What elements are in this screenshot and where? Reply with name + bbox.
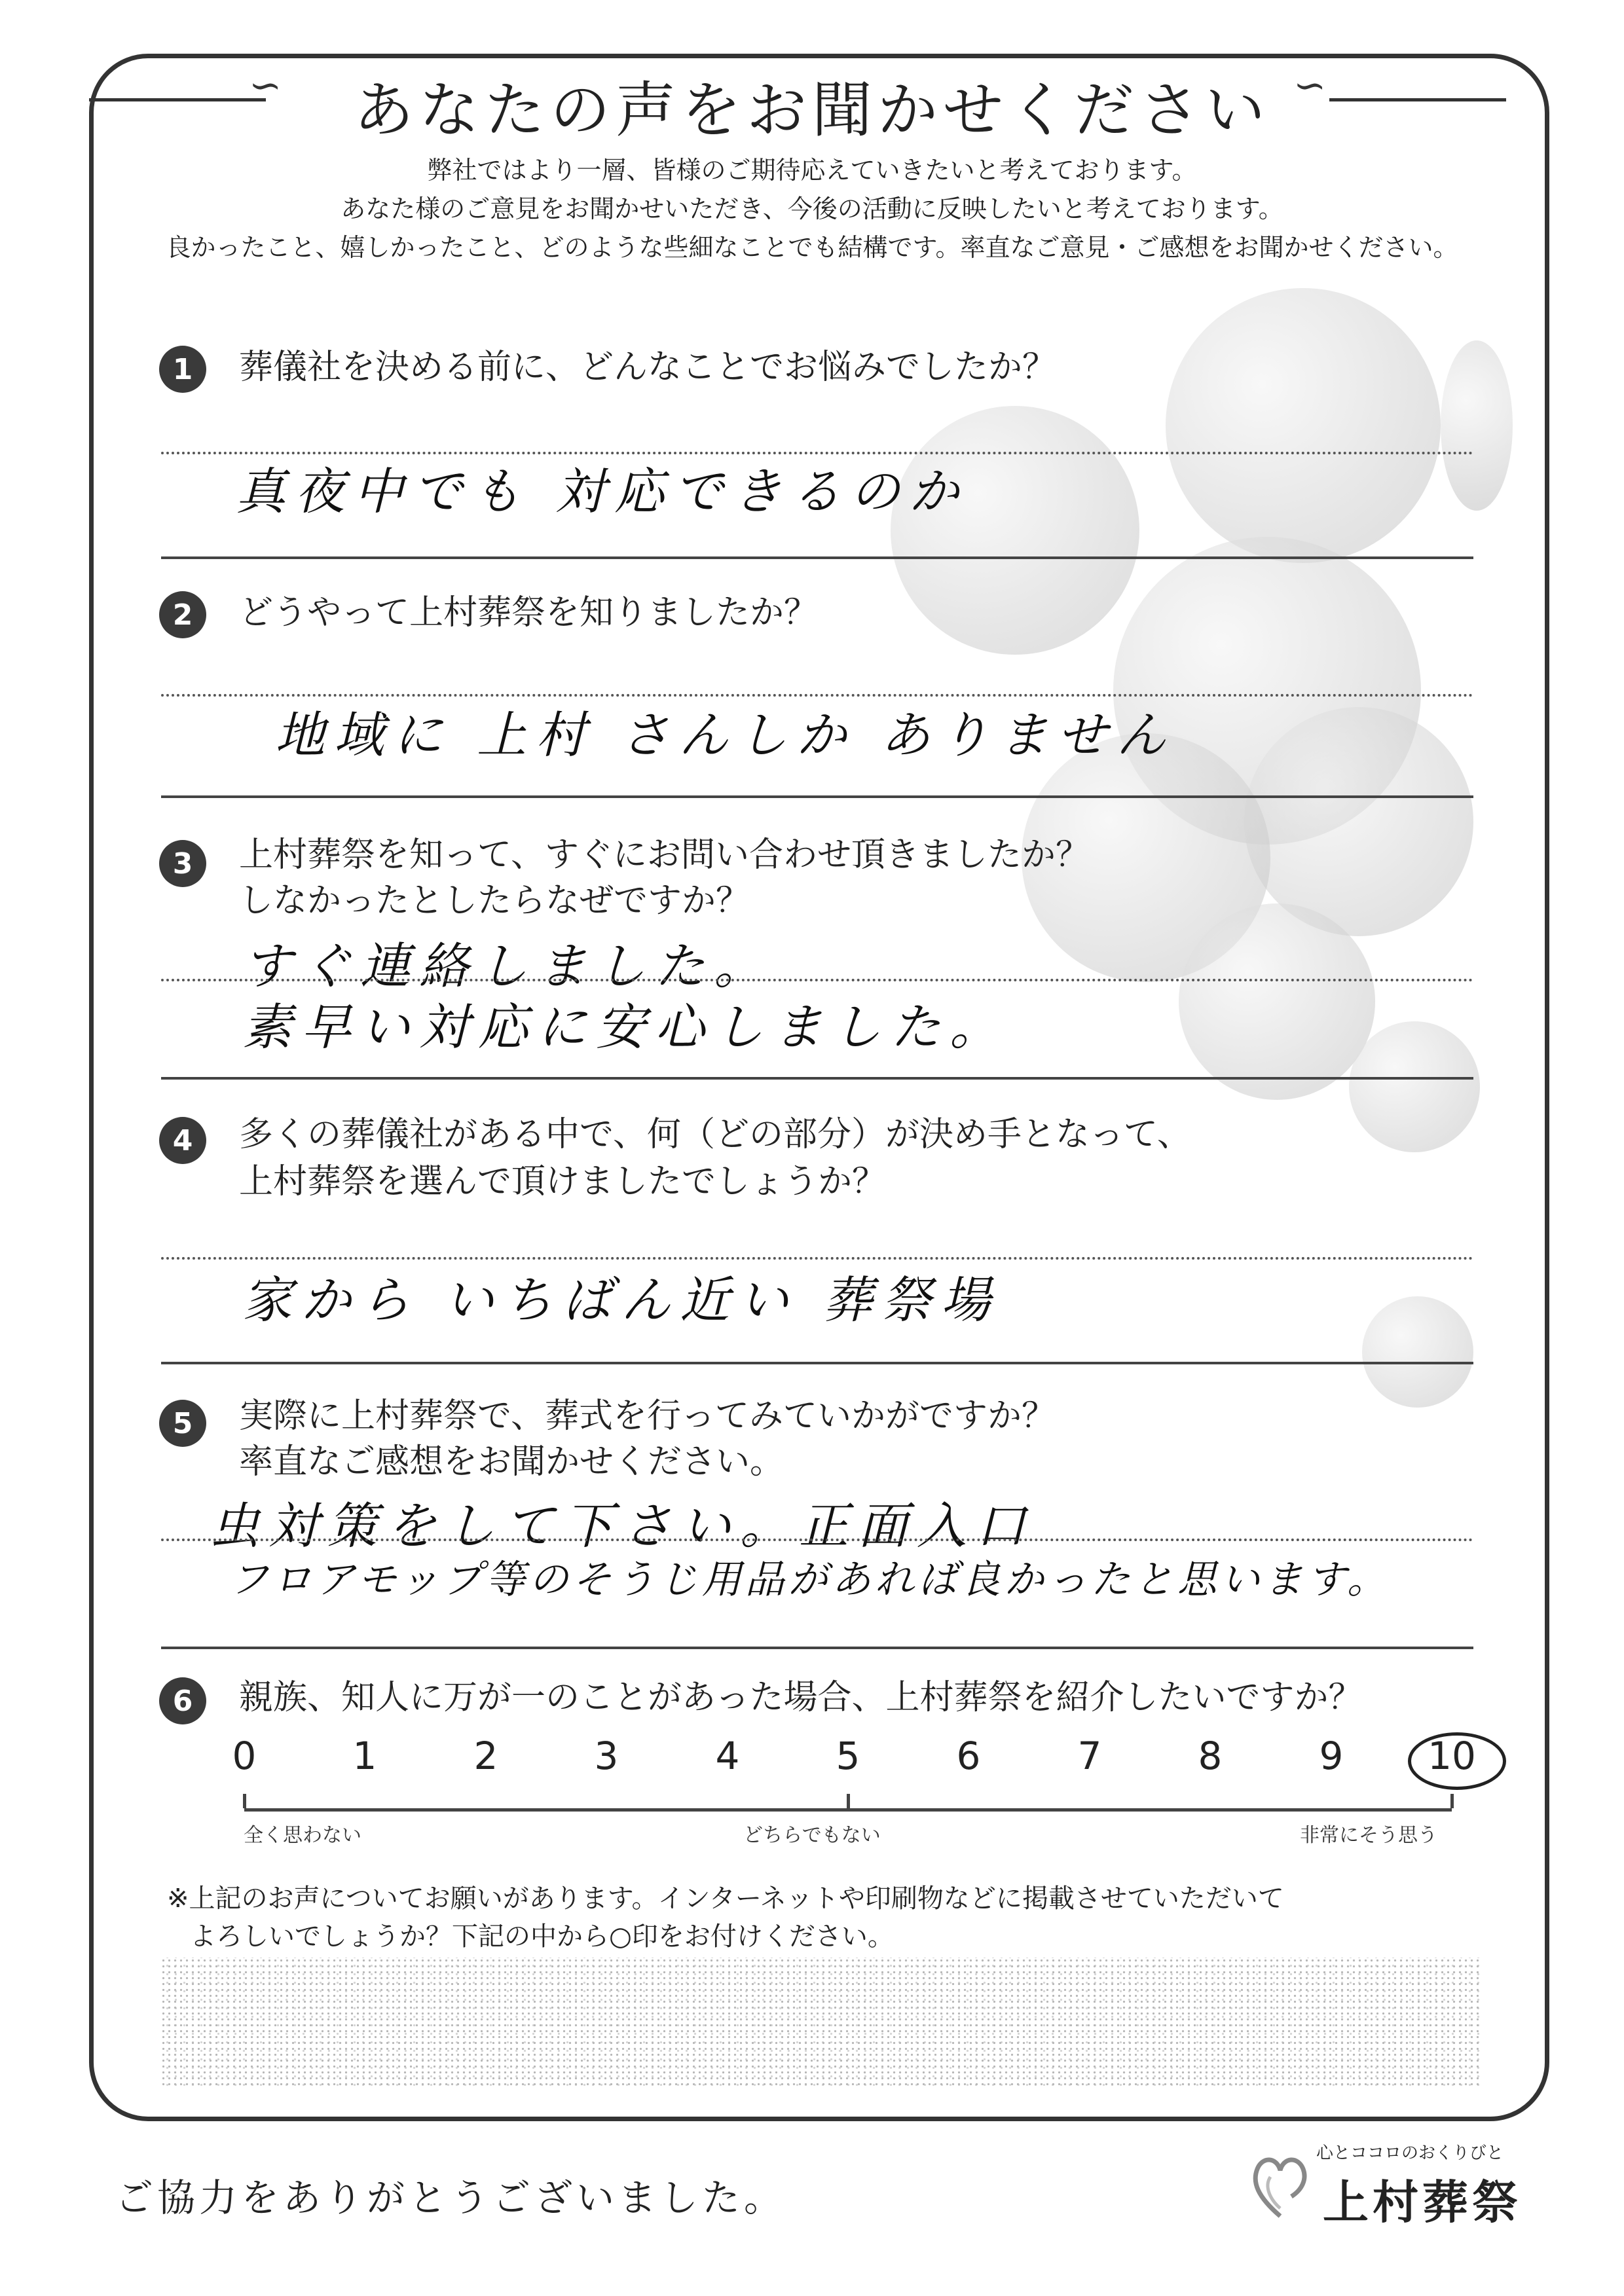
scale-tick bbox=[1450, 1794, 1454, 1808]
title-swirl-right: ∽ bbox=[1293, 63, 1327, 109]
intro-line: 良かったこと、嬉しかったこと、どのような些細なことでも結構です。率直なご意見・ご感想をお聞かせください。 bbox=[166, 233, 1458, 262]
scale-number-0[interactable]: 0 bbox=[232, 1734, 257, 1778]
scale-label-mid: どちらでもない bbox=[743, 1824, 881, 1847]
scale-label-low: 全く思わない bbox=[244, 1824, 361, 1847]
company-name: 上村葬祭 bbox=[1323, 2176, 1522, 2229]
answer-text: 真夜中でも 対応できるのか bbox=[236, 462, 969, 520]
scale-number-3[interactable]: 3 bbox=[594, 1734, 619, 1778]
scale-number-9[interactable]: 9 bbox=[1319, 1734, 1344, 1778]
scale-number-10[interactable]: 10 bbox=[1428, 1734, 1476, 1778]
question-text: 上村葬祭を知って、すぐにお問い合わせ頂きましたか？ bbox=[239, 835, 1090, 875]
consent-note: ※上記のお声についてお願いがあります。インターネットや印刷物などに掲載させていただいて bbox=[167, 1884, 1284, 1914]
company-tagline: 心とココロのおくりびと bbox=[1316, 2143, 1504, 2163]
answer-line bbox=[161, 979, 1473, 981]
selected-rating-circle bbox=[1408, 1732, 1506, 1790]
scale-tick bbox=[243, 1794, 246, 1808]
intro-line: あなた様のご意見をお聞かせいただき、今後の活動に反映したいと考えております。 bbox=[341, 194, 1283, 223]
thanks-message: ご協力をありがとうございました。 bbox=[115, 2176, 786, 2220]
scale-number-8[interactable]: 8 bbox=[1198, 1734, 1223, 1778]
answer-text: 家から いちばん近い 葬祭場 bbox=[242, 1271, 1000, 1329]
scale-number-4[interactable]: 4 bbox=[715, 1734, 740, 1778]
question-number: 4 bbox=[159, 1117, 206, 1164]
question-text: しなかったとしたらなぜですか？ bbox=[239, 881, 750, 920]
section-divider bbox=[161, 1647, 1473, 1649]
section-divider bbox=[161, 795, 1473, 798]
question-text: 葬儀社を決める前に、どんなことでお悩みでしたか？ bbox=[239, 348, 1057, 387]
consent-note: よろしいでしょうか？下記の中から○印をお付けください。 bbox=[190, 1922, 894, 1952]
section-divider bbox=[161, 1362, 1473, 1364]
question-number: 5 bbox=[159, 1400, 206, 1447]
scale-number-7[interactable]: 7 bbox=[1077, 1734, 1102, 1778]
answer-text: 素早い対応に安心しました。 bbox=[242, 998, 1008, 1056]
question-text: 率直なご感想をお聞かせください。 bbox=[239, 1442, 784, 1482]
intro-line: 弊社ではより一層、皆様のご期待応えていきたいと考えております。 bbox=[427, 156, 1197, 185]
rating-scale-line bbox=[244, 1808, 1452, 1812]
question-number: 6 bbox=[159, 1677, 206, 1724]
section-divider bbox=[161, 1077, 1473, 1080]
scale-tick bbox=[847, 1794, 850, 1808]
consent-options-area bbox=[160, 1958, 1480, 2088]
answer-line bbox=[161, 1257, 1473, 1260]
question-text: 上村葬祭を選んで頂けましたでしょうか？ bbox=[239, 1162, 887, 1201]
answer-text: すぐ連絡しました。 bbox=[242, 937, 773, 995]
title-swirl-left: ∽ bbox=[249, 63, 282, 109]
heart-logo-icon bbox=[1251, 2151, 1310, 2223]
answer-text: 虫対策をして下さい。正面入口 bbox=[210, 1497, 1035, 1555]
answer-text: フロアモップ等のそうじ用品があれば良かったと思います。 bbox=[229, 1557, 1390, 1603]
page-title: あなたの声をお聞かせください bbox=[353, 75, 1270, 145]
question-number: 3 bbox=[159, 840, 206, 887]
scale-number-1[interactable]: 1 bbox=[352, 1734, 377, 1778]
question-text: 実際に上村葬祭で、葬式を行ってみていかがですか？ bbox=[239, 1396, 1056, 1436]
answer-line bbox=[161, 1539, 1473, 1541]
scale-number-5[interactable]: 5 bbox=[836, 1734, 860, 1778]
answer-text: 地域に 上村 さんしか ありません bbox=[275, 706, 1175, 764]
question-text: どうやって上村葬祭を知りましたか？ bbox=[239, 593, 819, 632]
scale-label-high: 非常にそう思う bbox=[1300, 1824, 1437, 1847]
question-number: 2 bbox=[159, 591, 206, 638]
question-text: 親族、知人に万が一のことがあった場合、上村葬祭を紹介したいですか？ bbox=[239, 1678, 1363, 1717]
question-number: 1 bbox=[159, 346, 206, 393]
question-text: 多くの葬儀社がある中で、何（どの部分）が決め手となって、 bbox=[239, 1115, 1191, 1154]
scale-number-2[interactable]: 2 bbox=[473, 1734, 498, 1778]
section-divider bbox=[161, 556, 1473, 559]
scale-number-6[interactable]: 6 bbox=[956, 1734, 981, 1778]
